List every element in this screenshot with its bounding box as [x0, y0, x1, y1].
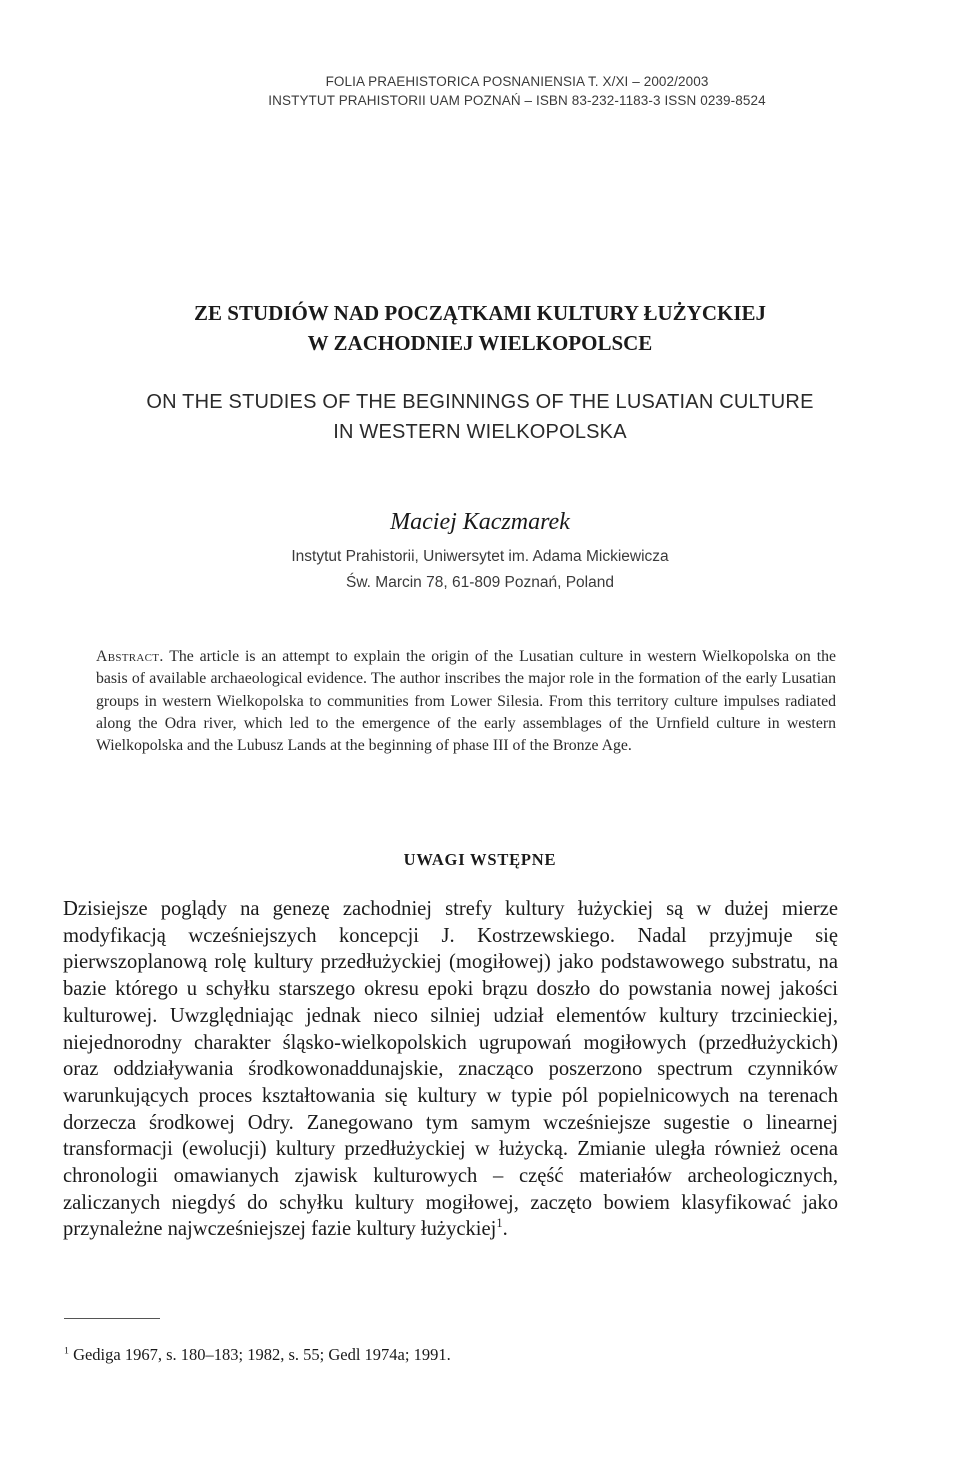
abstract-label: Abstract.: [96, 648, 164, 665]
section-heading: UWAGI WSTĘPNE: [403, 850, 557, 869]
author-affiliation: [0, 544, 960, 596]
title-polish: [0, 298, 960, 358]
journal-line: FOLIA PRAEHISTORICA POSNANIENSIA T. X/XI – 2002/2003: [325, 74, 709, 89]
journal-header: [0, 72, 960, 110]
footnote-reference[interactable]: 1: [496, 1216, 503, 1231]
abstract-text: The article is an attempt to explain the origin of the Lusatian culture in western Wielkopolska on the basis of available archaeological evidence. The author inscribes the major role in the formation of the early Lusatian groups in western Wielkopolska to communities from Lower Silesia. From this territory culture impulses radiated along the Odra river, which led to the emergence of the early assemblages of the Urnfield culture in western Wielkopolska and the Lubusz Lands at the beginning of phase III of the Bronze Age.: [96, 648, 836, 755]
footnote-text: Gediga 1967, s. 180–183; 1982, s. 55; Gedl 1974a; 1991.: [73, 1345, 451, 1364]
footnote: [64, 1344, 824, 1366]
paragraph-text: Dzisiejsze poglądy na genezę zachodniej strefy kultury łużyckiej są w dużej mierze modyfikacją wcześniejszych koncepcji J. Kostrzewskiego. Nadal przyjmuje się pierwszoplanową rolę kultury przedłużyckiej (mogiłowej) jako podstawowego substratu, na bazie którego u schyłku starszego okresu epoki brązu doszło do powstania nowej jakości kulturowej. Uwzględniając jednak nieco silniej udział elementów kultury trzcinieckiej, niejednorodny charakter śląsko-wielkopolskich ugrupowań mogiłowych (przedłużyckich) oraz oddziaływania środkowonaddunajskie, znacząco poszerzono spectrum czynników warunkujących proces kształtowania się kultury w typie pól popielnicowych na terenach dorzecza środkowej Odry. Zanegowano tym samym wcześniejsze sugestie o linearnej transformacji (ewolucji) kultury przedłużyckiej w łużycką. Zmianie uległa również ocena chronologii omawianych zjawisk kulturowych – część materiałów archeologicznych, zaliczanych niegdyś do schyłku kultury mogiłowej, zaczęto bowiem klasyfikować jako przynależne najwcześniejszej fazie kultury łużyckiej: [63, 898, 838, 1241]
title-english-line1: ON THE STUDIES OF THE BEGINNINGS OF THE LUSATIAN CULTURE: [146, 391, 814, 413]
affiliation-line1: Instytut Prahistorii, Uniwersytet im. Adama Mickiewicza: [291, 548, 669, 565]
author-name: Maciej Kaczmarek: [390, 509, 570, 535]
abstract: [96, 646, 836, 757]
body-paragraph: [63, 896, 838, 1243]
footnote-number: 1: [64, 1345, 69, 1357]
title-polish-line2: W ZACHODNIEJ WIELKOPOLSCE: [307, 331, 653, 355]
paragraph-end: .: [502, 1218, 508, 1241]
title-english-line2: IN WESTERN WIELKOPOLSKA: [333, 421, 627, 443]
body-text: [63, 896, 838, 1243]
affiliation-line2: Św. Marcin 78, 61-809 Poznań, Poland: [346, 574, 614, 591]
institute-line: INSTYTUT PRAHISTORII UAM POZNAŃ – ISBN 83-232-1183-3 ISSN 0239-8524: [268, 93, 766, 108]
footnote-divider: [64, 1318, 160, 1319]
title-english: [0, 387, 960, 447]
title-polish-line1: ZE STUDIÓW NAD POCZĄTKAMI KULTURY ŁUŻYCKIEJ: [194, 301, 766, 325]
